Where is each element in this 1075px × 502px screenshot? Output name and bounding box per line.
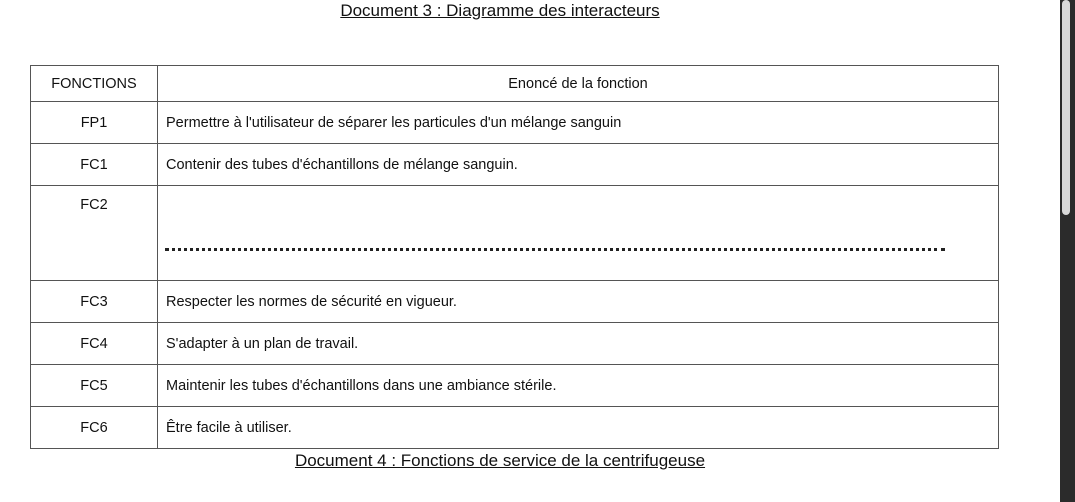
- table-row: [31, 281, 999, 323]
- table-row: [31, 144, 999, 186]
- header-statement: Enoncé de la fonction: [158, 66, 999, 102]
- document-3-title: Document 3 : Diagramme des interacteurs: [340, 1, 660, 20]
- function-statement: Maintenir les tubes d'échantillons dans une ambiance stérile.: [158, 365, 999, 407]
- function-code: FC6: [31, 407, 158, 449]
- function-code: FC5: [31, 365, 158, 407]
- vertical-scrollbar[interactable]: [1060, 0, 1075, 502]
- function-code: FC2: [31, 186, 158, 281]
- table-header-row: [31, 66, 999, 102]
- function-statement: Permettre à l'utilisateur de séparer les particules d'un mélange sanguin: [158, 102, 999, 144]
- function-code: FC3: [31, 281, 158, 323]
- dotted-answer-line: [165, 245, 945, 251]
- table-row: [31, 186, 999, 281]
- fill-in-answer-area[interactable]: [158, 186, 999, 281]
- document-4-caption: Document 4 : Fonctions de service de la centrifugeuse: [294, 451, 706, 470]
- function-statement: Être facile à utiliser.: [158, 407, 999, 449]
- table-row: [31, 365, 999, 407]
- header-functions: FONCTIONS: [31, 66, 158, 102]
- function-code: FP1: [31, 102, 158, 144]
- function-code: FC4: [31, 323, 158, 365]
- table-row: [31, 407, 999, 449]
- table-row: [31, 102, 999, 144]
- table-row: [31, 323, 999, 365]
- function-statement: S'adapter à un plan de travail.: [158, 323, 999, 365]
- function-code: FC1: [31, 144, 158, 186]
- function-statement: Respecter les normes de sécurité en vigueur.: [158, 281, 999, 323]
- function-statement: Contenir des tubes d'échantillons de mélange sanguin.: [158, 144, 999, 186]
- service-functions-table: [30, 65, 999, 449]
- scrollbar-thumb[interactable]: [1062, 0, 1070, 215]
